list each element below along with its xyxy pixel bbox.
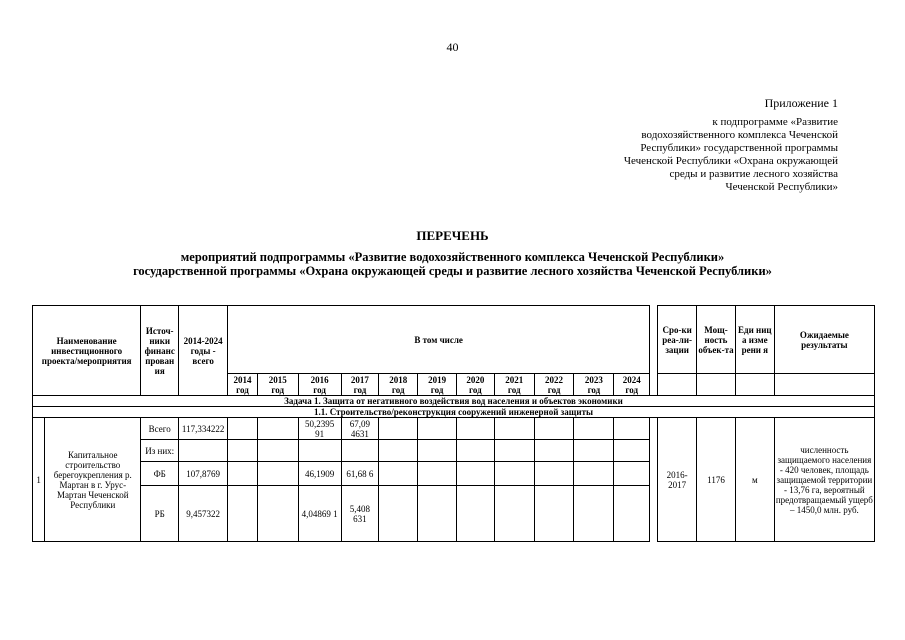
subheading-line: мероприятий подпрограммы «Развитие водохозяйственного комплекса Чеченской Республики»	[180, 250, 725, 264]
page-number: 40	[446, 40, 459, 54]
total-value: 117,334222	[179, 418, 228, 440]
value-2016: 50,2395 91	[298, 418, 341, 440]
appendix-line: среды и развитие лесного хозяйства	[669, 168, 838, 180]
year-header: 2015 год	[257, 374, 298, 396]
year-header: 2016 год	[298, 374, 341, 396]
subheading-line: государственной программы «Охрана окружающей среды и развитие лесного хозяйства Чеченской Республики»	[133, 264, 772, 278]
year-header: 2021 год	[494, 374, 534, 396]
year-header: 2020 год	[456, 374, 494, 396]
blank-cell	[774, 374, 874, 396]
appendix-line: Республики» государственной программы	[640, 142, 838, 154]
capacity-value: 1176	[697, 418, 736, 542]
year-header: 2024 год	[614, 374, 650, 396]
total-value: 107,8769	[179, 462, 228, 486]
project-name: Капитальное строительство берегоукрепления р. Мартан в г. Урус-Мартан Чеченской Республики	[45, 418, 141, 542]
unit-value: м	[735, 418, 774, 542]
column-gap	[650, 306, 658, 396]
year-header: 2018 год	[379, 374, 418, 396]
header-source: Источ-ники финанс прован ия	[141, 306, 179, 396]
value-2017: 5,408 631	[341, 486, 379, 542]
appendix-subtitle	[558, 116, 838, 194]
value-2017: 61,68 6	[341, 462, 379, 486]
section-row	[33, 407, 875, 418]
source-label: ФБ	[141, 462, 179, 486]
total-value: 9,457322	[179, 486, 228, 542]
header-row	[33, 306, 875, 374]
section-1-1-title: 1.1. Строительство/реконструкция сооружений инженерной защиты	[33, 407, 875, 418]
header-capacity: Мощ-ность объек-та	[697, 306, 736, 374]
blank-cell	[658, 374, 697, 396]
appendix-title: Приложение 1	[764, 96, 838, 110]
header-including: В том числе	[228, 306, 650, 374]
year-header: 2023 год	[574, 374, 614, 396]
value-2016: 46,1909	[298, 462, 341, 486]
source-label: Всего	[141, 418, 179, 440]
source-label: РБ	[141, 486, 179, 542]
appendix-line: Чеченской Республики»	[725, 181, 838, 193]
header-name: Наименование инвестиционного проекта/мероприятия	[33, 306, 141, 396]
document-subheading	[0, 250, 905, 278]
expected-results: численность защищаемого населения - 420 человек, площадь защищаемой территории - 13,76 га, вероятный предотвращаемый ущерб – 1450,0 млн. руб.	[774, 418, 874, 542]
header-total: 2014-2024 годы - всего	[179, 306, 228, 396]
table-row	[33, 418, 875, 440]
implementation-terms: 2016-2017	[658, 418, 697, 542]
appendix-line: водохозяйственного комплекса Чеченской	[641, 129, 838, 141]
header-results: Ожидаемые результаты	[774, 306, 874, 374]
year-header: 2014 год	[228, 374, 258, 396]
blank-cell	[735, 374, 774, 396]
year-header: 2022 год	[534, 374, 574, 396]
year-header: 2017 год	[341, 374, 379, 396]
task-row	[33, 396, 875, 407]
header-terms: Сро-ки реа-ли-зации	[658, 306, 697, 374]
year-header: 2019 год	[418, 374, 457, 396]
row-number: 1	[33, 418, 45, 542]
value-2017: 67,09 4631	[341, 418, 379, 440]
appendix-line: Чеченской Республики «Охрана окружающей	[623, 155, 838, 167]
appendix-line: к подпрограмме «Развитие	[712, 116, 838, 128]
source-label: Из них:	[141, 440, 179, 462]
events-table	[32, 305, 875, 542]
task-1-title: Задача 1. Защита от негативного воздействия вод населения и объектов экономики	[33, 396, 875, 407]
blank-cell	[697, 374, 736, 396]
header-unit: Еди ниц а изме рени я	[735, 306, 774, 374]
value-2016: 4,04869 1	[298, 486, 341, 542]
document-heading: ПЕРЕЧЕНЬ	[416, 228, 489, 243]
